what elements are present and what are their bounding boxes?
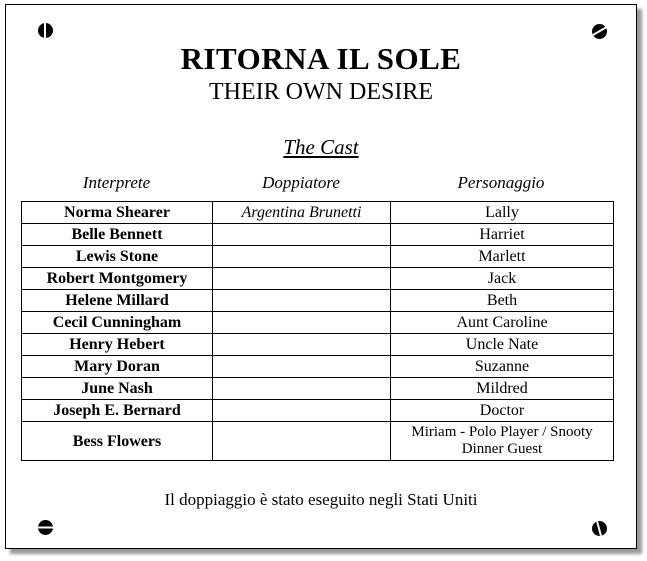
character-cell: Uncle Nate <box>391 334 614 356</box>
actor-cell: Belle Bennett <box>22 224 213 246</box>
character-cell: Doctor <box>391 400 614 422</box>
table-row <box>22 290 614 312</box>
table-row <box>22 224 614 246</box>
table-row <box>22 422 614 461</box>
actor-cell: Norma Shearer <box>22 202 213 224</box>
character-cell: Suzanne <box>391 356 614 378</box>
table-row <box>22 378 614 400</box>
dubber-cell <box>213 224 391 246</box>
cast-heading: The Cast <box>283 135 359 159</box>
dubber-cell <box>213 246 391 268</box>
dubber-cell <box>213 378 391 400</box>
dubber-cell <box>213 312 391 334</box>
screw-icon <box>592 521 607 536</box>
table-row <box>22 202 614 224</box>
actor-cell: Cecil Cunningham <box>22 312 213 334</box>
character-cell: Miriam - Polo Player / Snooty Dinner Guest <box>391 422 614 461</box>
character-cell: Harriet <box>391 224 614 246</box>
page-subtitle: THEIR OWN DESIRE <box>209 79 433 105</box>
dubber-cell <box>213 400 391 422</box>
actor-cell: Bess Flowers <box>22 422 213 461</box>
actor-cell: June Nash <box>22 378 213 400</box>
dubber-cell <box>213 334 391 356</box>
table-row <box>22 400 614 422</box>
screw-icon <box>38 520 53 535</box>
actor-cell: Henry Hebert <box>22 334 213 356</box>
actor-cell: Robert Montgomery <box>22 268 213 290</box>
actor-cell: Helene Millard <box>22 290 213 312</box>
table-row <box>22 356 614 378</box>
character-cell: Beth <box>391 290 614 312</box>
character-cell: Aunt Caroline <box>391 312 614 334</box>
actor-cell: Mary Doran <box>22 356 213 378</box>
dubber-cell <box>213 290 391 312</box>
dubber-cell <box>213 356 391 378</box>
screw-icon <box>38 23 53 38</box>
character-cell: Lally <box>391 202 614 224</box>
character-cell: Marlett <box>391 246 614 268</box>
actor-cell: Lewis Stone <box>22 246 213 268</box>
screw-icon <box>592 24 607 39</box>
plaque <box>5 4 637 549</box>
dubber-cell: Argentina Brunetti <box>213 202 391 224</box>
column-header-doppiatore: Doppiatore <box>262 173 340 192</box>
actor-cell: Joseph E. Bernard <box>22 400 213 422</box>
table-row <box>22 312 614 334</box>
dubbing-note: Il doppiaggio è stato eseguito negli Stati Uniti <box>164 490 478 509</box>
table-row <box>22 246 614 268</box>
dubber-cell <box>213 422 391 461</box>
page-title: RITORNA IL SOLE <box>180 41 462 76</box>
table-row <box>22 268 614 290</box>
character-cell: Mildred <box>391 378 614 400</box>
column-header-interprete: Interprete <box>82 173 151 192</box>
table-row <box>22 334 614 356</box>
character-cell: Jack <box>391 268 614 290</box>
column-header-personaggio: Personaggio <box>457 173 545 192</box>
dubber-cell <box>213 268 391 290</box>
cast-table <box>21 201 614 461</box>
